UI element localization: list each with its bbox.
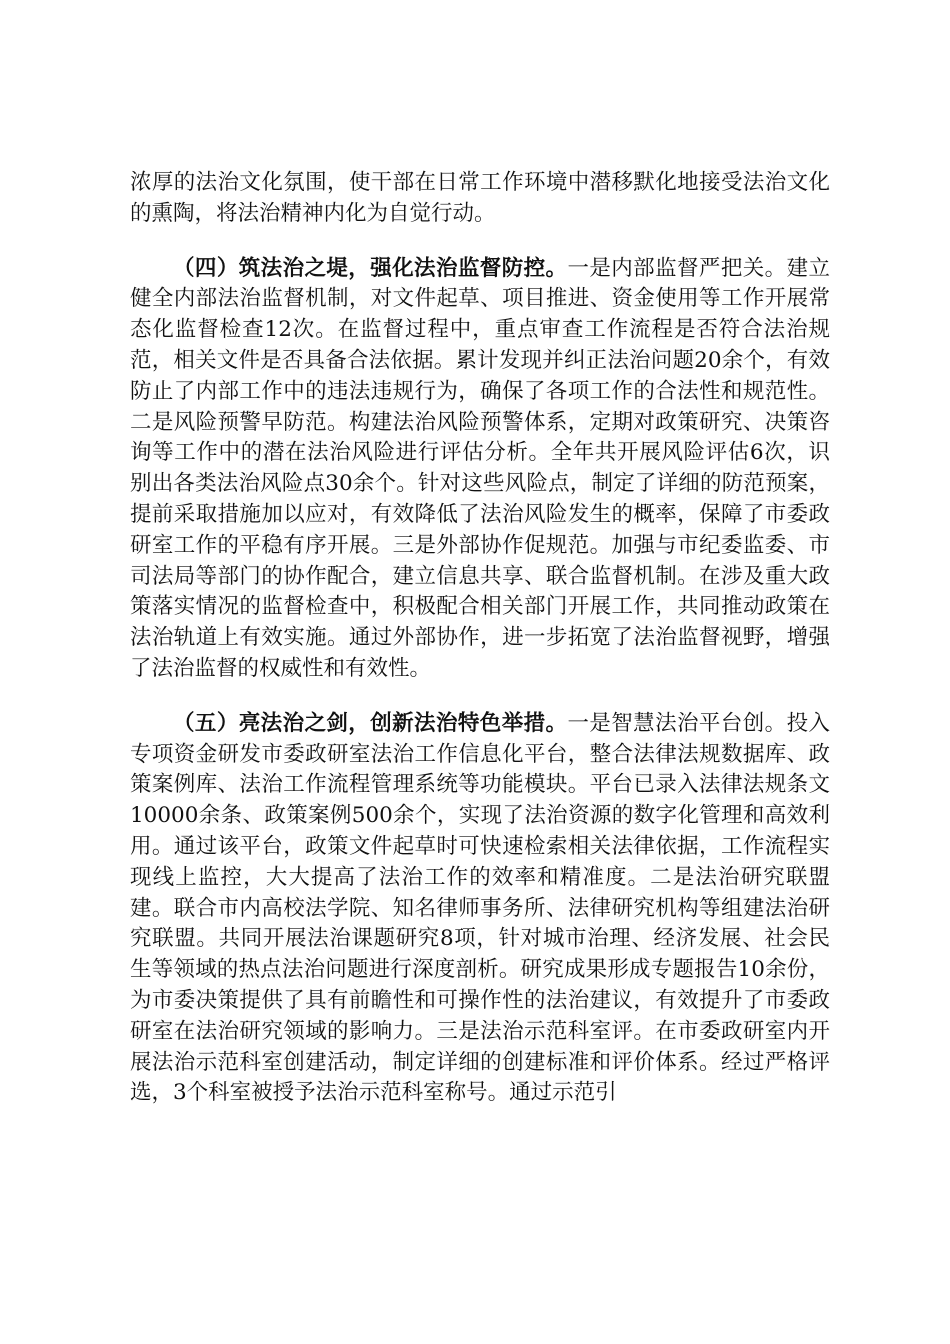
paragraph-continuation: [130, 168, 830, 230]
paragraph-body: 浓厚的法治文化氛围，使干部在日常工作环境中潜移默化地接受法治文化的熏陶，将法治精神内化为自觉行动。: [130, 170, 830, 226]
paragraph-body: 一是内部监督严把关。建立健全内部法治监督机制，对文件起草、项目推进、资金使用等工作开展常态化监督检查12次。在监督过程中，重点审查工作流程是否符合法治规范，相关文件是否具备合法依据。累计发现并纠正法治问题20余个，有效防止了内部工作中的违法违规行为，确保了各项工作的合法性和规范性。二是风险预警早防范。构建法治风险预警体系，定期对政策研究、决策咨询等工作中的潜在法治风险进行评估分析。全年共开展风险评估6次，识别出各类法治风险点30余个。针对这些风险点，制定了详细的防范预案，提前采取措施加以应对，有效降低了法治风险发生的概率，保障了市委政研室工作的平稳有序开展。三是外部协作促规范。加强与市纪委监委、市司法局等部门的协作配合，建立信息共享、联合监督机制。在涉及重大政策落实情况的监督检查中，积极配合相关部门开展工作，共同推动政策在法治轨道上有效实施。通过外部协作，进一步拓宽了法治监督视野，增强了法治监督的权威性和有效性。: [130, 255, 830, 681]
paragraph-body: 一是智慧法治平台创。投入专项资金研发市委政研室法治工作信息化平台，整合法律法规数据库、政策案例库、法治工作流程管理系统等功能模块。平台已录入法律法规条文10000余条、政策案例500余个，实现了法治资源的数字化管理和高效利用。通过该平台，政策文件起草时可快速检索相关法律依据，工作流程实现线上监控，大大提高了法治工作的效率和精准度。二是法治研究联盟建。联合市内高校法学院、知名律师事务所、法律研究机构等组建法治研究联盟。共同开展法治课题研究8项，针对城市治理、经济发展、社会民生等领域的热点法治问题进行深度剖析。研究成果形成专题报告10余份，为市委决策提供了具有前瞻性和可操作性的法治建议，有效提升了市委政研室在法治研究领域的影响力。三是法治示范科室评。在市委政研室内开展法治示范科室创建活动，制定详细的创建标准和评价体系。经过严格评选，3个科室被授予法治示范科室称号。通过示范引: [130, 710, 830, 1106]
document-page: [130, 168, 830, 1109]
section-heading: （四）筑法治之堤，强化法治监督防控。: [173, 255, 568, 281]
section-heading: （五）亮法治之剑，创新法治特色举措。: [173, 710, 568, 736]
paragraph-section-four: [130, 254, 830, 685]
paragraph-section-five: [130, 709, 830, 1109]
